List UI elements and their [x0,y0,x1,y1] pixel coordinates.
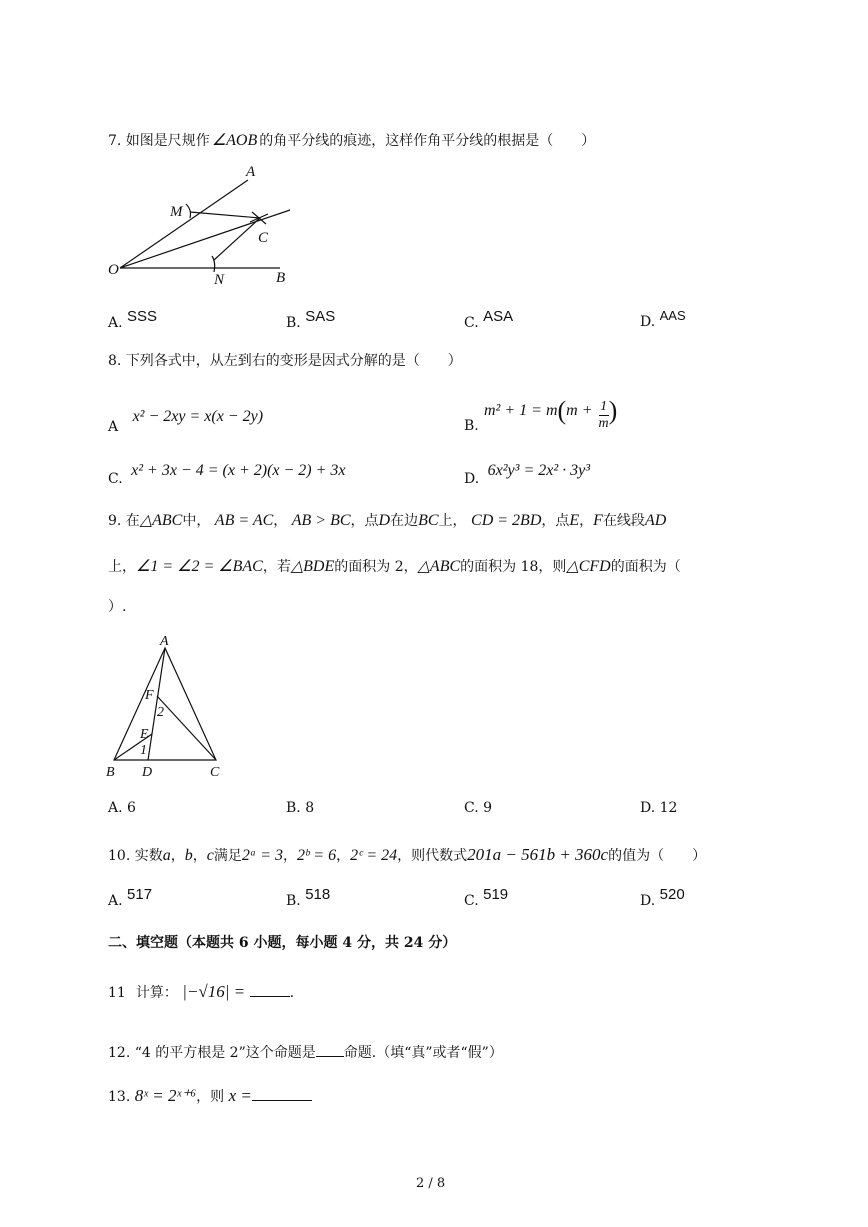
q9-option-a[interactable]: A. 6 [108,800,136,816]
label-C: C [210,765,220,780]
q7-option-d[interactable]: D. AAS [640,308,686,330]
q7-stem: 7. 如图是尺规作 ∠AOB 的角平分线的痕迹，这样作角平分线的根据是（ ） [108,132,596,149]
q9-option-d[interactable]: D. 12 [640,800,678,816]
q9-option-b[interactable]: B. 8 [286,800,315,816]
section-heading: 二、填空题（本题共 6 小题，每小题 4 分，共 24 分） [108,935,457,951]
q10-option-a[interactable]: A. 517 [108,886,153,909]
q7-option-c[interactable]: C. ASA [464,308,514,331]
q13-answer-blank[interactable] [252,1086,312,1101]
segment-AD [148,648,165,760]
segment-CF [157,696,216,760]
label-A: A [246,164,256,180]
label-O: O [108,262,119,278]
q10-option-d[interactable]: D. 520 [640,886,685,909]
q10-stem: 10. 实数a，b，c满足2ᵃ = 3，2ᵇ = 6，2ᶜ = 24，则代数式201a − 561b + 360c的值为（ ） [108,845,707,864]
q9-line-2: 上，∠1 = ∠2 = ∠BAC，若△BDE的面积为 2，△ABC的面积为 18，则△CFD的面积为（ [108,558,681,575]
q8-option-a[interactable]: A x² − 2xy = x(x − 2y) [108,408,264,435]
segment-MC [190,212,260,218]
q11-answer-blank[interactable] [250,982,290,997]
q12-stem: 12. “4 的平方根是 2”这个命题是 命题.（填“真”或者“假”） [108,1042,503,1062]
label-B: B [106,765,115,780]
q7-figure [100,160,310,290]
q9-line-1: 9. 在△ABC中， AB = AC， AB > BC，点D在边BC上， CD = 2BD，点E，F在线段AD [108,512,667,529]
label-B: B [276,270,286,286]
q9-option-c[interactable]: C. 9 [464,800,493,816]
label-A: A [160,634,169,649]
q13-stem: 13. 8ˣ = 2ˣ⁺⁶，则 x = [108,1086,312,1106]
q12-answer-blank[interactable] [316,1042,344,1057]
label-C: C [258,230,269,246]
q8-option-d[interactable]: D. 6x²y³ = 2x² · 3y³ [464,462,591,487]
q10-option-b[interactable]: B. 518 [286,886,331,909]
label-M: M [170,204,183,220]
q11-stem: 11 计算： |−√16| = . [108,982,295,1001]
q9-line-3: ）. [108,599,127,615]
label-1: 1 [140,743,147,758]
label-D: D [142,765,153,780]
arc-M [186,204,191,218]
exam-page: 7. 如图是尺规作 ∠AOB 的角平分线的痕迹，这样作角平分线的根据是（ ） A M C O N B A. SSS B. SAS C. ASA D. AAS 8. 下列各式中，从左到右的变形是因式分解的是（ ） A x² − 2xy = x(x − 2y) B. m² + 1 = m(m + $\frac{1}{m}$ ) C. x² + 3x − 4 = (x + 2)(x − 2) + 3x D. 6x²y³ = 2x² · 3y³ 9. 在△ABC中， AB = AC， AB > BC，点D在边BC上， CD = 2BD，点E，F在线段AD 上，∠1 = ∠2 = ∠BAC，若△BDE的面积为 2，△ABC的面积为 18，则△CFD的面积为（ ）. A F 2 E 1 B D C A. 6 B. 8 C. 9 D. 12 10. 实数a，b，c满足2ᵃ = 3，2ᵇ = 6，2ᶜ = 24，则代数式201a − 561b + 360c的值为（ ） A. 517 B. 518 C. 519 D. 520 二、填空题（本题共 6 小题，每小题 4 分，共 24 分） 11 计算： |−√16| = . 12. “4 的平方根是 2”这个命题是 命题.（填“真”或者“假”） 13. 8ˣ = 2ˣ⁺⁶，则 x = 2 / 8 [0,0,868,1227]
label-F: F [145,688,154,703]
ray-OA [120,180,248,268]
q7-option-a[interactable]: A. SSS [108,308,158,331]
segment-NC [214,218,260,260]
arc-N [212,256,215,272]
q7-option-b[interactable]: B. SAS [286,308,336,331]
page-number: 2 / 8 [416,1176,446,1191]
q8-stem: 8. 下列各式中，从左到右的变形是因式分解的是（ ） [108,353,462,369]
q10-option-c[interactable]: C. 519 [464,886,509,909]
q9-figure [100,630,235,780]
label-E: E [140,727,149,742]
label-2: 2 [157,705,164,720]
q8-option-c[interactable]: C. x² + 3x − 4 = (x + 2)(x − 2) + 3x [108,462,346,487]
label-N: N [214,272,225,288]
